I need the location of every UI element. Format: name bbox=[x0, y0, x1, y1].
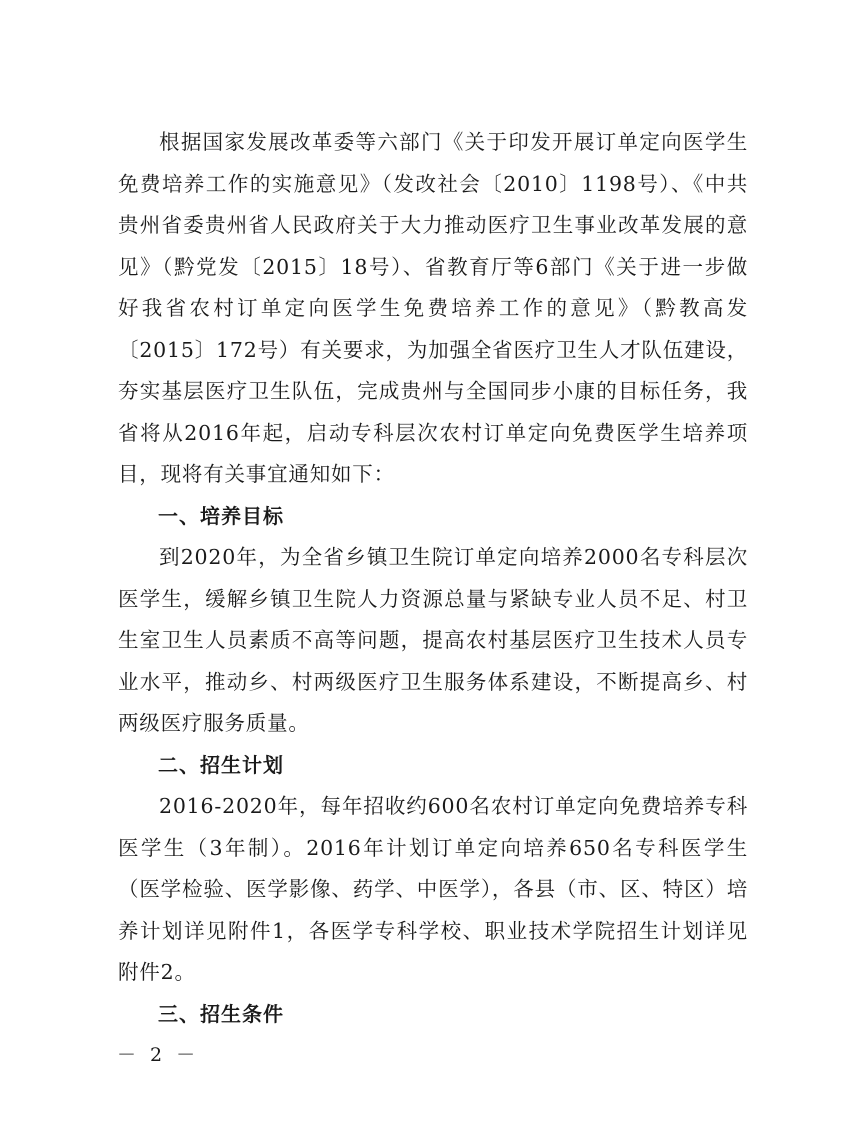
intro-paragraph: 根据国家发展改革委等六部门《关于印发开展订单定向医学生免费培养工作的实施意见》（发改社会〔2010〕1198号）、《中共贵州省委贵州省人民政府关于大力推动医疗卫生事业改革发展的意见》（黔党发〔2015〕18号）、省教育厅等6部门《关于进一步做好我省农村订单定向医学生免费培养工作的意见》（黔教高发〔2015〕172号）有关要求，为加强全省医疗卫生人才队伍建设，夯实基层医疗卫生队伍，完成贵州与全国同步小康的目标任务，我省将从2016年起，启动专科层次农村订单定向免费医学生培养项目，现将有关事宜通知如下： bbox=[118, 130, 748, 486]
enrollment-plan-paragraph: 2016-2020年，每年招收约600名农村订单定向免费培养专科医学生（3年制）。2016年计划订单定向培养650名专科医学生（医学检验、医学影像、药学、中医学），各县（市、区、特区）培养计划详见附件1，各医学专科学校、职业技术学院招生计划详见附件2。 bbox=[118, 794, 748, 984]
document-body bbox=[118, 122, 748, 1035]
section-heading-training-goal: 一、培养目标 bbox=[158, 503, 284, 528]
page-number: － 2 － bbox=[117, 1044, 200, 1066]
section-heading-enrollment-plan: 二、招生计划 bbox=[158, 752, 284, 777]
section-heading-enrollment-conditions: 三、招生条件 bbox=[158, 1001, 284, 1026]
training-goal-paragraph: 到2020年，为全省乡镇卫生院订单定向培养2000名专科层次医学生，缓解乡镇卫生院人力资源总量与紧缺专业人员不足、村卫生室卫生人员素质不高等问题，提高农村基层医疗卫生技术人员专业水平，推动乡、村两级医疗卫生服务体系建设，不断提高乡、村两级医疗服务质量。 bbox=[118, 545, 748, 735]
